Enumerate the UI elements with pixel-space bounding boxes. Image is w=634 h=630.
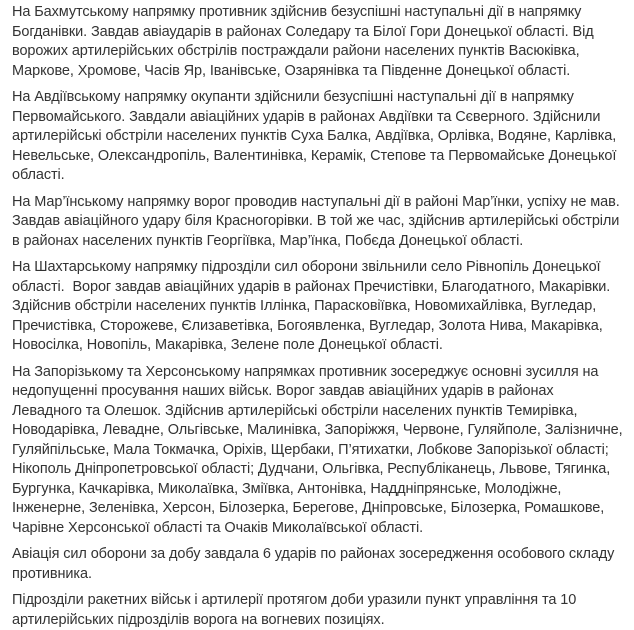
paragraph-defense-aviation: Авіація сил оборони за добу завдала 6 ударів по районах зосередження особового складу противника. <box>12 546 619 582</box>
paragraph-marinka-direction: На Мар’їнському напрямку ворог проводив наступальні дії в районі Мар’їнки, успіху не мав. Завдав авіаційного удару біля Красногорівки. В той же час, здійснив артилерійські обстріли в районах населених пунктів Георгіївка, Мар’їнка, Побєда Донецької області. <box>12 193 624 249</box>
paragraph-bakhmut-direction: На Бахмутському напрямку противник здійснив безуспішні наступальні дії в напрямку Богданівки. Завдав авіаударів в районах Соледару та Білої Гори Донецької області. Від ворожих артилерійських обстрілів постраждали райони населених пунктів Васюківка, Маркове, Хромове, Часів Яр, Іванівське, Озарянівка та Південне Донецької області. <box>12 4 598 79</box>
paragraph-shakhtarske-direction: На Шахтарському напрямку підрозділи сил оборони звільнили село Рівнопіль Донецької області. Ворог завдав авіаційних ударів в районах Пречистівки, Благодатного, Макарівки. Здійснив обстріли населених пунктів Іллінка, Парасковіївка, Новомихайлівка, Вугледар, Пречистівка, Сторожеве, Єлизаветівка, Богоявленка, Вугледар, Золота Нива, Макарівка, Новосілка, Новопіль, Макарівка, Зелене поле Донецької області. <box>12 259 615 353</box>
paragraph-missile-artillery-units: Підрозділи ракетних військ і артилерії протягом доби уразили пункт управління та 10 артилерійських підрозділів ворога на вогневих позиціях. <box>12 592 581 628</box>
paragraph-zaporizhzhia-kherson-direction: На Запорізькому та Херсонському напрямках противник зосереджує основні зусилля на недопущенні просування наших військ. Ворог завдав авіаційних ударів в районах Левадного та Олешок. Здійснив артилерійські обстріли населених пунктів Темирівка, Новодарівка, Левадне, Ольгівське, Малинівка, Запоріжжя, Червоне, Гуляйполе, Залізничне, Гуляйпільське, Мала Токмачка, Оріхів, Щербаки, П’ятихатки, Лобкове Запорізької області; Нікополь Дніпропетровської області; Дудчани, Ольгівка, Республіканець, Львове, Тягинка, Бургунка, Качкарівка, Миколаївка, Зміївка, Антонівка, Наддніпрянське, Молодіжне, Інженерне, Зеленівка, Херсон, Білозерка, Берегове, Дніпровське, Білозерка, Ромашкове, Чарівне Херсонської області та Очаків Миколаївської області. <box>12 363 627 536</box>
paragraph-avdiivka-direction: На Авдіївському напрямку окупанти здійснили безуспішні наступальні дії в напрямку Первомайського. Завдали авіаційних ударів в районах Авдіївки та Сєверного. Здійснили артилерійські обстріли населених пунктів Суха Балка, Авдіївка, Орлівка, Водяне, Карлівка, Невельське, Олександропіль, Валентинівка, Керамік, Степове та Первомайське Донецької області. <box>12 89 621 183</box>
